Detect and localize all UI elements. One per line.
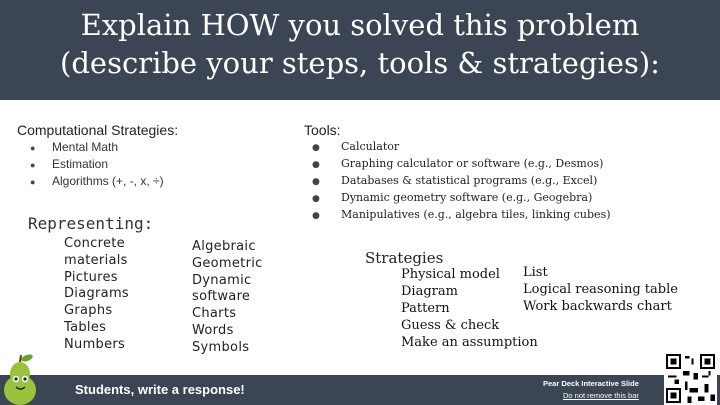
bullet-icon: ● <box>30 143 36 153</box>
representing-heading: Representing: <box>28 214 154 233</box>
list-item: ● Manipulatives (e.g., algebra tiles, linking cubes) <box>312 206 611 223</box>
list-item: Dynamic <box>192 272 252 288</box>
list-item: ● Databases & statistical programs (e.g., Excel) <box>312 172 611 189</box>
list-item: Diagrams <box>64 286 129 302</box>
list-item: software <box>192 289 251 305</box>
representing-column-1 <box>64 236 129 354</box>
bullet-icon: ● <box>312 177 320 187</box>
list-item: Diagram <box>401 284 458 299</box>
students-write-response-text: Students, write a response! <box>75 382 245 397</box>
representing-column-2 <box>192 239 263 357</box>
list-item: Geometric <box>192 255 263 271</box>
pear-logo-icon <box>0 352 44 405</box>
list-item: Concrete <box>64 236 125 251</box>
computational-strategies-heading: Computational Strategies: <box>17 122 179 138</box>
bullet-icon: ● <box>30 177 36 187</box>
list-item: Charts <box>192 306 237 322</box>
tools-list <box>312 138 611 223</box>
list-item: ● Mental Math <box>30 139 164 156</box>
list-item: ● Graphing calculator or software (e.g., Desmos) <box>312 155 611 172</box>
list-item: ● Algorithms (+, -, x, ÷) <box>30 173 164 190</box>
list-item: Make an assumption <box>401 335 538 350</box>
list-item: Physical model <box>401 267 500 282</box>
list-item: ● Estimation <box>30 156 164 173</box>
computational-strategies-list <box>30 139 164 190</box>
pear-deck-brand-text: Pear Deck Interactive Slide <box>543 379 639 388</box>
bullet-icon: ● <box>312 160 320 170</box>
list-item: Symbols <box>192 339 250 355</box>
title-line-2: (describe your steps, tools & strategies): <box>60 46 660 80</box>
list-item: Pictures <box>64 269 118 285</box>
list-item: Tables <box>64 319 107 335</box>
title-line-1: Explain HOW you solved this problem <box>80 8 640 42</box>
bullet-icon: ● <box>312 143 320 153</box>
title-banner <box>0 0 720 100</box>
list-item: List <box>523 265 548 280</box>
bullet-icon: ● <box>30 160 36 170</box>
list-item: Logical reasoning table <box>523 282 678 297</box>
qr-code-icon[interactable] <box>664 352 717 405</box>
list-item: Algebraic <box>192 239 256 254</box>
bullet-icon: ● <box>312 211 320 221</box>
bullet-icon: ● <box>312 194 320 204</box>
strategies-heading: Strategies <box>365 249 444 267</box>
list-item: Work backwards chart <box>523 299 672 314</box>
do-not-remove-note: Do not remove this bar <box>563 391 639 400</box>
list-item: Guess & check <box>401 318 500 333</box>
strategies-column-2 <box>523 264 678 315</box>
list-item: Words <box>192 322 234 338</box>
list-item: materials <box>64 252 128 268</box>
list-item: Pattern <box>401 301 450 316</box>
list-item: ● Calculator <box>312 138 611 155</box>
tools-heading: Tools: <box>304 122 341 138</box>
strategies-column-1 <box>401 266 538 351</box>
list-item: ● Dynamic geometry software (e.g., Geogebra) <box>312 189 611 206</box>
list-item: Graphs <box>64 303 113 319</box>
list-item: Numbers <box>64 336 126 352</box>
